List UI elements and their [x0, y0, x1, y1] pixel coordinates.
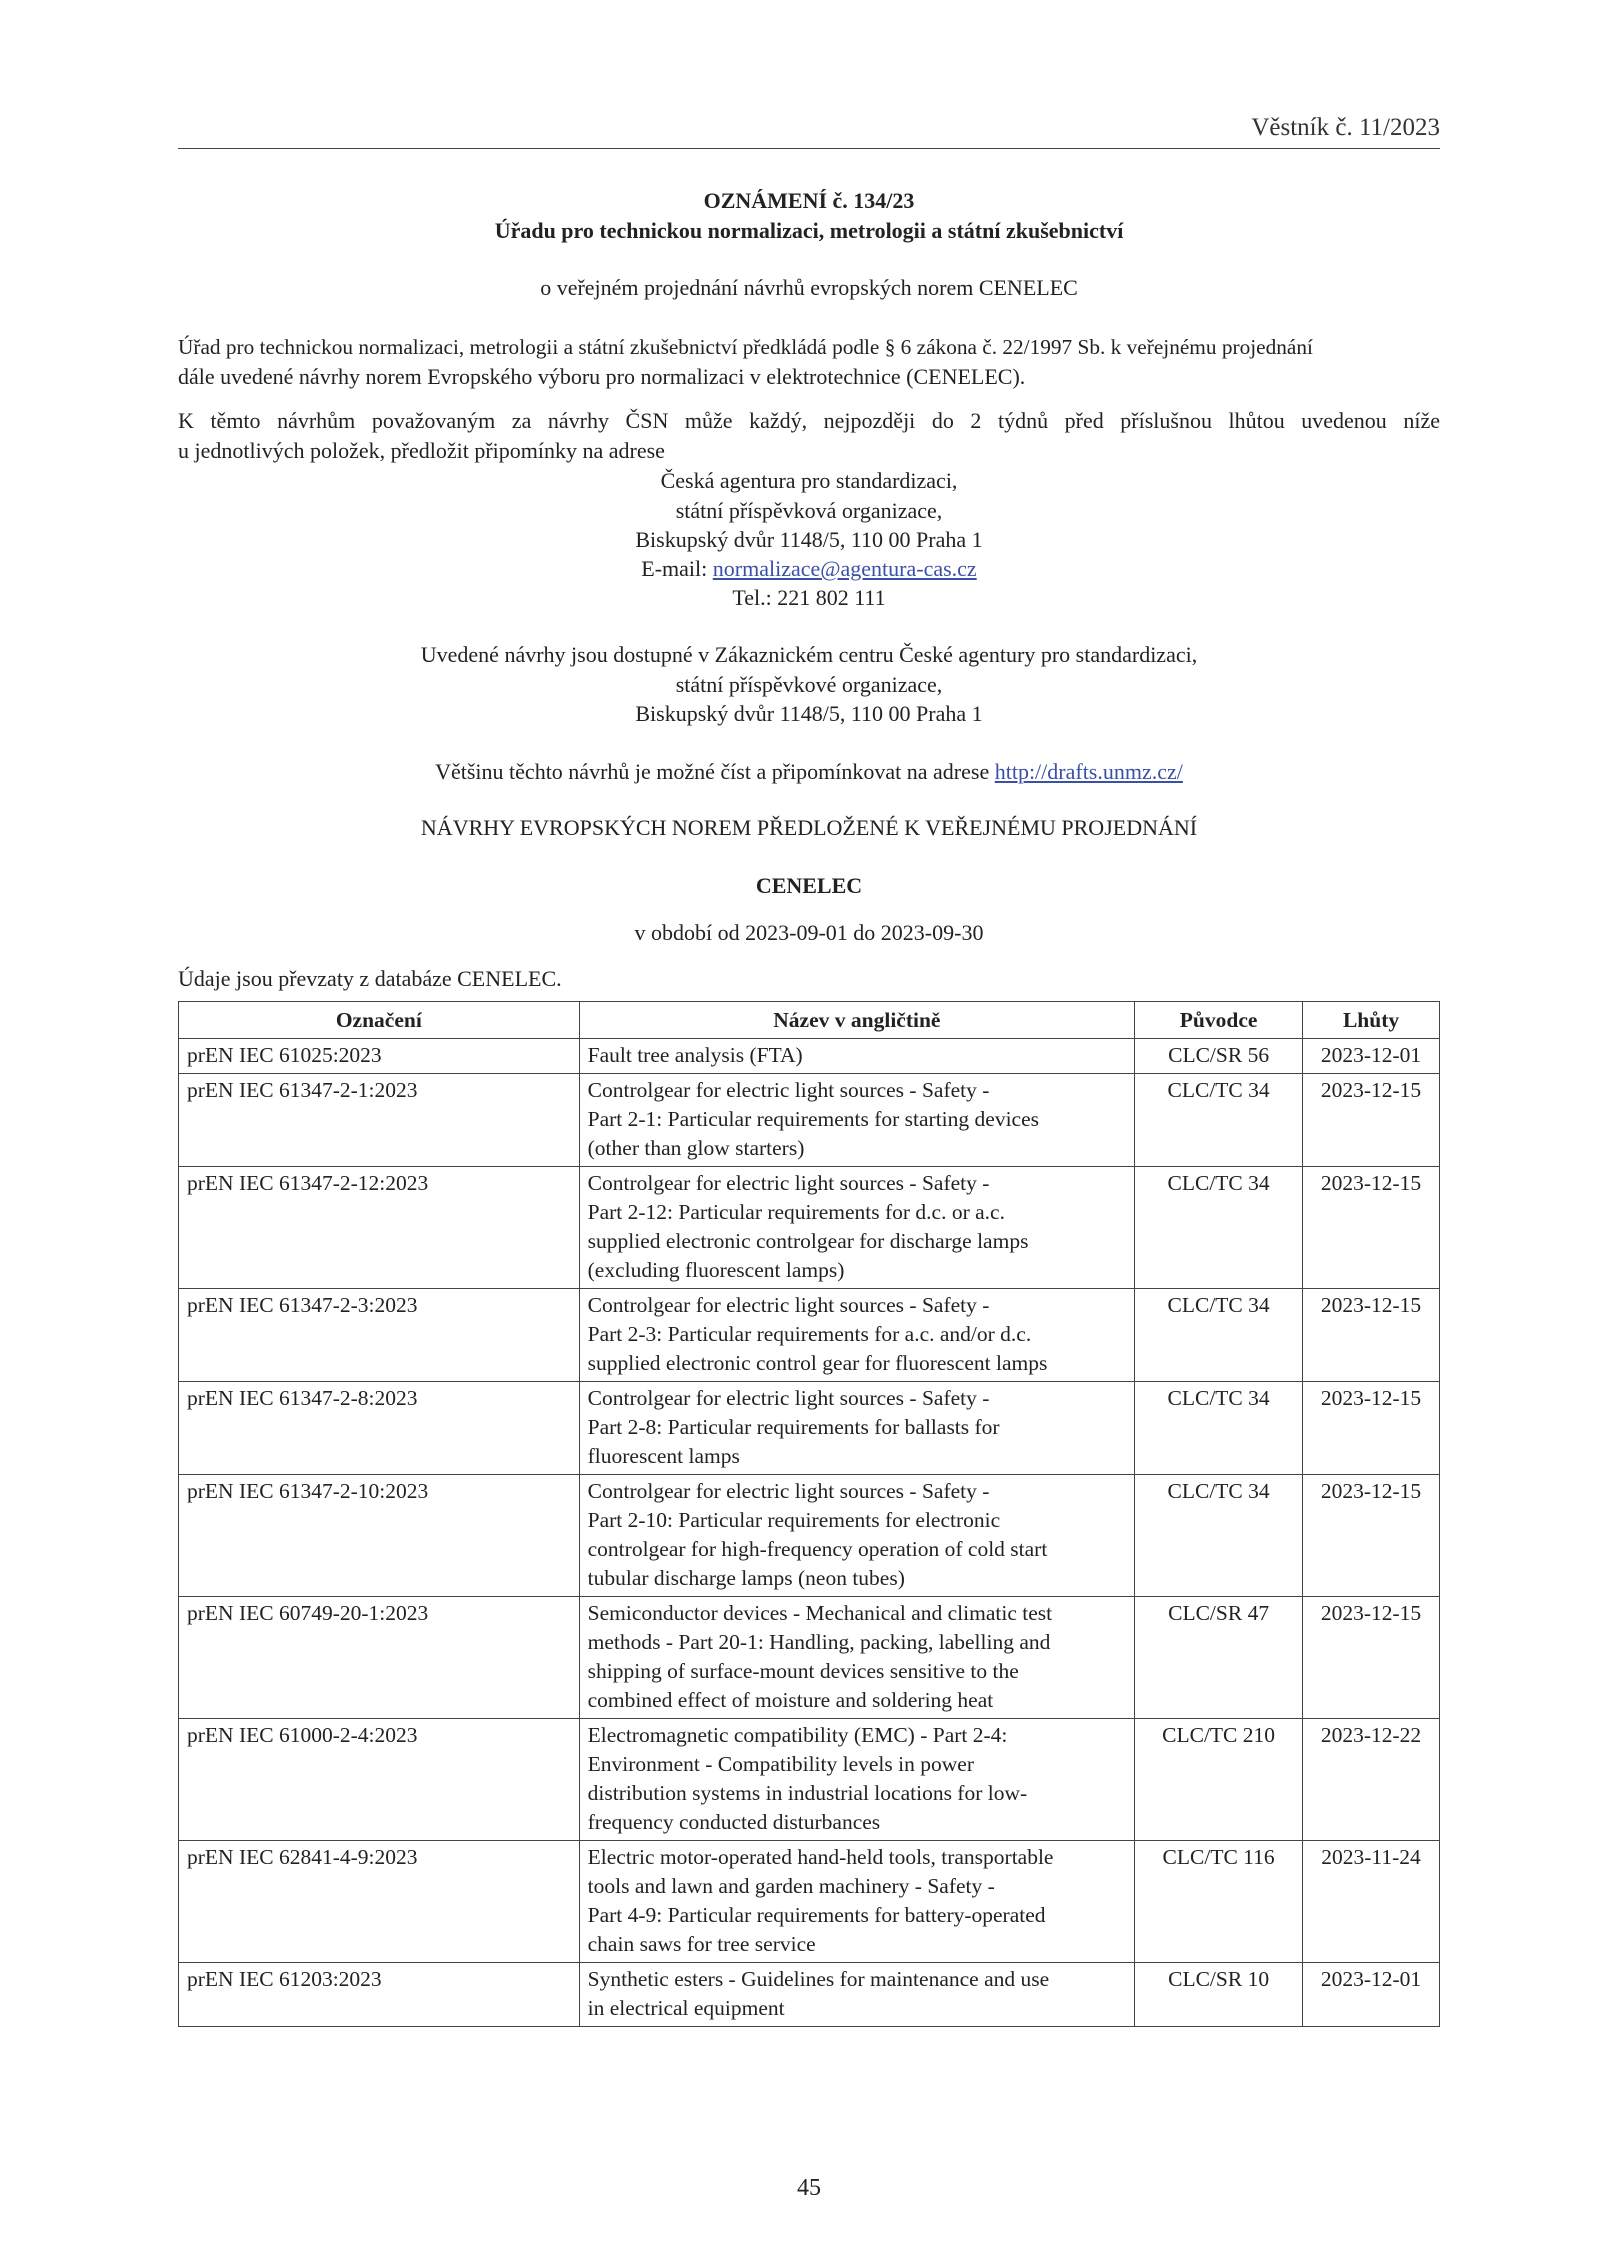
- title-line: Synthetic esters - Guidelines for maintenance and use: [587, 1967, 1050, 1991]
- period-line: v období od 2023-09-01 do 2023-09-30: [634, 920, 984, 945]
- drafts-note-text: Většinu těchto návrhů je možné číst a připomínkovat na adrese: [435, 759, 995, 784]
- cell-title: [579, 1597, 1135, 1719]
- cell-title: [579, 1475, 1135, 1597]
- table-row: [179, 1841, 1440, 1963]
- title-line: Part 2-8: Particular requirements for ballasts for: [587, 1415, 1000, 1439]
- availability-line-3: Biskupský dvůr 1148/5, 110 00 Praha 1: [635, 701, 983, 726]
- announcement-title: OZNÁMENÍ č. 134/23: [703, 188, 915, 213]
- cell-deadline: 2023-12-22: [1303, 1719, 1440, 1841]
- cell-originator: CLC/SR 47: [1135, 1597, 1303, 1719]
- title-line: tools and lawn and garden machinery - Safety -: [587, 1874, 995, 1898]
- cell-deadline: 2023-12-15: [1303, 1289, 1440, 1382]
- cell-deadline: 2023-12-15: [1303, 1475, 1440, 1597]
- announcement-authority: Úřadu pro technickou normalizaci, metrologii a státní zkušebnictví: [494, 218, 1124, 243]
- title-line: Controlgear for electric light sources - Safety -: [587, 1078, 990, 1102]
- title-line: supplied electronic control gear for fluorescent lamps: [587, 1351, 1048, 1375]
- title-line: methods - Part 20-1: Handling, packing, labelling and: [587, 1630, 1051, 1654]
- drafts-url-link[interactable]: http://drafts.unmz.cz/: [994, 759, 1183, 784]
- address-org: Česká agentura pro standardizaci,: [660, 468, 958, 493]
- source-note: Údaje jsou převzaty z databáze CENELEC.: [178, 966, 562, 991]
- column-header-deadline: Lhůty: [1303, 1002, 1440, 1039]
- cell-title: [579, 1167, 1135, 1289]
- title-line: (other than glow starters): [587, 1136, 805, 1160]
- announcement-subject: o veřejném projednání návrhů evropských norem CENELEC: [540, 275, 1078, 300]
- cell-code: prEN IEC 61000-2-4:2023: [179, 1719, 580, 1841]
- cell-code: prEN IEC 61203:2023: [179, 1963, 580, 2027]
- cell-deadline: 2023-12-15: [1303, 1074, 1440, 1167]
- cell-deadline: 2023-12-15: [1303, 1167, 1440, 1289]
- title-line: tubular discharge lamps (neon tubes): [587, 1566, 905, 1590]
- cell-originator: CLC/TC 34: [1135, 1167, 1303, 1289]
- page-number: 45: [797, 2175, 821, 2201]
- address-street: Biskupský dvůr 1148/5, 110 00 Praha 1: [635, 527, 983, 552]
- title-line: combined effect of moisture and soldering heat: [587, 1688, 994, 1712]
- table-row: [179, 1289, 1440, 1382]
- intro-line-2: dále uvedené návrhy norem Evropského výboru pro normalizaci v elektrotechnice (CENELEC).: [178, 364, 1026, 389]
- cell-originator: CLC/TC 116: [1135, 1841, 1303, 1963]
- cell-originator: CLC/TC 34: [1135, 1382, 1303, 1475]
- cell-originator: CLC/TC 34: [1135, 1289, 1303, 1382]
- table-row: [179, 1963, 1440, 2027]
- cell-code: prEN IEC 61347-2-3:2023: [179, 1289, 580, 1382]
- title-line: Part 4-9: Particular requirements for battery-operated: [587, 1903, 1046, 1927]
- org-heading: CENELEC: [755, 873, 863, 898]
- table-row: [179, 1039, 1440, 1074]
- cell-originator: CLC/TC 34: [1135, 1475, 1303, 1597]
- title-line: Controlgear for electric light sources - Safety -: [587, 1386, 990, 1410]
- cell-title: [579, 1963, 1135, 2027]
- comments-line-2: u jednotlivých položek, předložit připomínky na adrese: [178, 438, 665, 463]
- title-line: chain saws for tree service: [587, 1932, 816, 1956]
- title-line: fluorescent lamps: [587, 1444, 740, 1468]
- cell-originator: CLC/TC 210: [1135, 1719, 1303, 1841]
- title-line: Controlgear for electric light sources - Safety -: [587, 1479, 990, 1503]
- title-line: Part 2-1: Particular requirements for starting devices: [587, 1107, 1039, 1131]
- title-line: Environment - Compatibility levels in power: [587, 1752, 974, 1776]
- title-line: distribution systems in industrial locations for low-: [587, 1781, 1028, 1805]
- table-body: [179, 1039, 1440, 2027]
- title-line: in electrical equipment: [587, 1996, 785, 2020]
- cell-title: [579, 1289, 1135, 1382]
- availability-line-1: Uvedené návrhy jsou dostupné v Zákaznickém centru České agentury pro standardizaci,: [420, 642, 1198, 667]
- cell-deadline: 2023-12-15: [1303, 1382, 1440, 1475]
- cell-code: prEN IEC 61025:2023: [179, 1039, 580, 1074]
- cell-code: prEN IEC 62841-4-9:2023: [179, 1841, 580, 1963]
- email-link[interactable]: normalizace@agentura-cas.cz: [712, 556, 977, 581]
- table-row: [179, 1719, 1440, 1841]
- page-header: [178, 112, 1440, 149]
- title-line: frequency conducted disturbances: [587, 1810, 881, 1834]
- title-line: shipping of surface-mount devices sensitive to the: [587, 1659, 1019, 1683]
- comments-line-1: K těmto návrhům považovaným za návrhy ČSN může každý, nejpozději do 2 týdnů před příslušnou lhůtou uvedenou níže: [178, 408, 1440, 433]
- cell-code: prEN IEC 61347-2-1:2023: [179, 1074, 580, 1167]
- table-row: [179, 1597, 1440, 1719]
- title-line: Electric motor-operated hand-held tools, transportable: [587, 1845, 1054, 1869]
- cell-code: prEN IEC 61347-2-8:2023: [179, 1382, 580, 1475]
- drafts-note: [178, 757, 1440, 787]
- cell-title: [579, 1039, 1135, 1074]
- availability-line-2: státní příspěvkové organizace,: [675, 672, 943, 697]
- table-row: [179, 1167, 1440, 1289]
- cell-title: [579, 1074, 1135, 1167]
- title-line: Semiconductor devices - Mechanical and climatic test: [587, 1601, 1053, 1625]
- table-header-row: [179, 1002, 1440, 1039]
- cell-title: [579, 1719, 1135, 1841]
- title-line: Part 2-10: Particular requirements for electronic: [587, 1508, 1001, 1532]
- title-line: Controlgear for electric light sources - Safety -: [587, 1293, 990, 1317]
- address-email-line: [178, 554, 1440, 584]
- section-title: NÁVRHY EVROPSKÝCH NOREM PŘEDLOŽENÉ K VEŘEJNÉMU PROJEDNÁNÍ: [420, 815, 1198, 840]
- drafts-table: [178, 1001, 1440, 2027]
- column-header-title: Název v angličtině: [579, 1002, 1135, 1039]
- column-header-code: Označení: [179, 1002, 580, 1039]
- address-type: státní příspěvková organizace,: [675, 498, 943, 523]
- title-line: controlgear for high-frequency operation of cold start: [587, 1537, 1048, 1561]
- address-phone: Tel.: 221 802 111: [732, 585, 886, 610]
- table-row: [179, 1475, 1440, 1597]
- intro-line-1: Úřad pro technickou normalizaci, metrologii a státní zkušebnictví předkládá podle § 6 zákona č. 22/1997 Sb. k veřejnému projednání: [178, 335, 1313, 359]
- cell-code: prEN IEC 61347-2-12:2023: [179, 1167, 580, 1289]
- cell-title: [579, 1841, 1135, 1963]
- title-line: Fault tree analysis (FTA): [587, 1043, 803, 1067]
- cell-code: prEN IEC 60749-20-1:2023: [179, 1597, 580, 1719]
- title-line: Part 2-12: Particular requirements for d.c. or a.c.: [587, 1200, 1005, 1224]
- cell-originator: CLC/SR 56: [1135, 1039, 1303, 1074]
- title-line: (excluding fluorescent lamps): [587, 1258, 845, 1282]
- cell-originator: CLC/TC 34: [1135, 1074, 1303, 1167]
- cell-code: prEN IEC 61347-2-10:2023: [179, 1475, 580, 1597]
- cell-title: [579, 1382, 1135, 1475]
- email-label: E-mail:: [641, 556, 713, 581]
- title-line: Electromagnetic compatibility (EMC) - Part 2-4:: [587, 1723, 1008, 1747]
- title-line: Part 2-3: Particular requirements for a.c. and/or d.c.: [587, 1322, 1032, 1346]
- cell-deadline: 2023-12-01: [1303, 1963, 1440, 2027]
- journal-issue: Věstník č. 11/2023: [1251, 114, 1440, 141]
- cell-deadline: 2023-12-01: [1303, 1039, 1440, 1074]
- title-line: supplied electronic controlgear for discharge lamps: [587, 1229, 1029, 1253]
- column-header-originator: Původce: [1135, 1002, 1303, 1039]
- table-row: [179, 1382, 1440, 1475]
- cell-originator: CLC/SR 10: [1135, 1963, 1303, 2027]
- title-line: Controlgear for electric light sources - Safety -: [587, 1171, 990, 1195]
- cell-deadline: 2023-12-15: [1303, 1597, 1440, 1719]
- cell-deadline: 2023-11-24: [1303, 1841, 1440, 1963]
- table-row: [179, 1074, 1440, 1167]
